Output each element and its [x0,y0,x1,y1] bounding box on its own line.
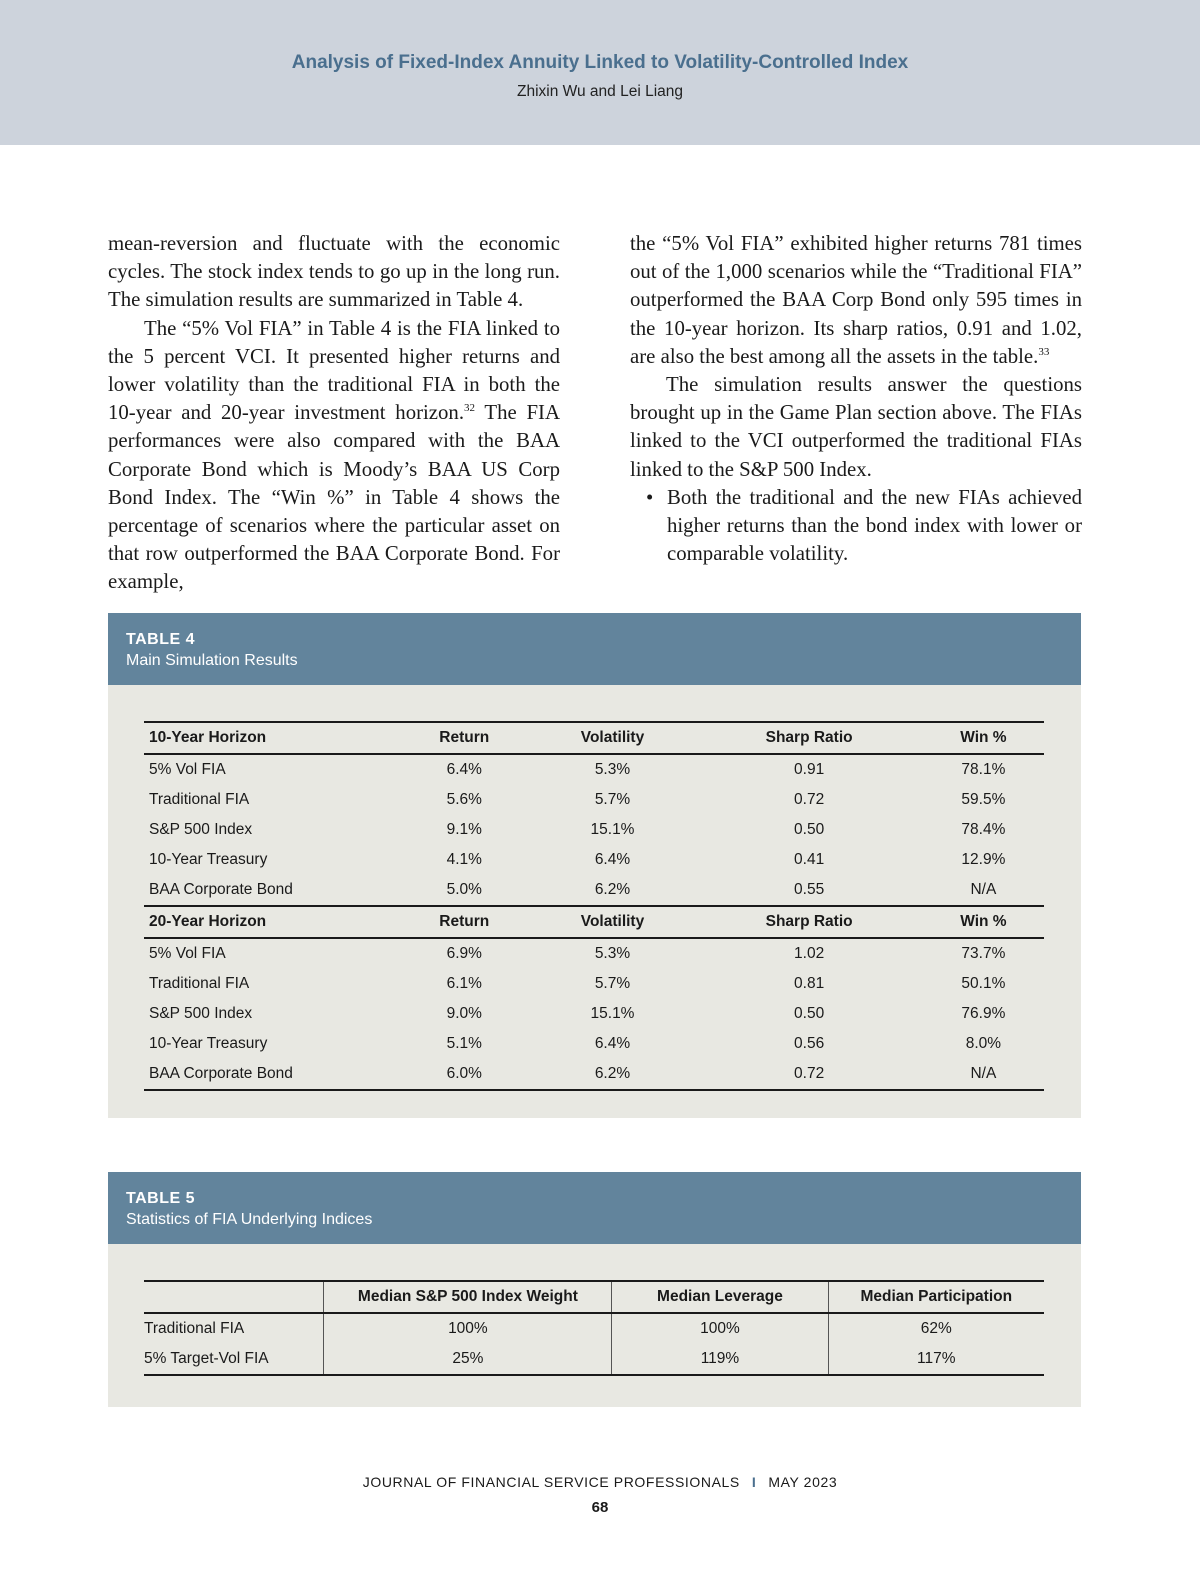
table-row [144,1029,1044,1059]
row-label: 10-Year Treasury [149,1035,268,1052]
table-cell: 78.1% [961,761,1006,778]
table-cell: 0.91 [794,761,825,778]
table5-box [108,1172,1081,1407]
row-label: S&P 500 Index [149,821,253,838]
table-header-row [144,906,1044,938]
journal-name: JOURNAL OF FINANCIAL SERVICE PROFESSIONALS [362,1474,740,1490]
column-header: Sharp Ratio [695,906,922,938]
column-header: Win % [923,722,1044,754]
table-cell: 5.3% [594,761,631,778]
table-cell: 5.0% [399,875,530,906]
table-cell: 0.56 [794,1035,825,1052]
table-row [144,754,1044,785]
column-header: Median Leverage [612,1281,828,1313]
column-header: Return [399,722,530,754]
table-cell: 4.1% [446,851,482,868]
table5 [144,1280,1044,1376]
table-cell: 5.3% [594,945,631,962]
row-label: 5% Vol FIA [149,761,226,778]
table-cell: 5.1% [446,1035,482,1052]
row-label: Traditional FIA [149,791,250,808]
footnote-marker: 32 [464,402,476,415]
bullet-item [630,484,1082,569]
page-footer [0,1474,1200,1490]
table-cell: 100% [612,1313,828,1344]
left-column [108,230,560,597]
table4 [144,721,1044,1091]
horizon-header: 10-Year Horizon [144,722,399,754]
table-cell: 0.50 [794,1005,825,1022]
table-cell: 25% [324,1344,612,1375]
table-cell: 6.2% [530,1059,696,1090]
table-header-row [144,722,1044,754]
table-cell: 0.55 [695,875,922,906]
column-header: Sharp Ratio [695,722,922,754]
page-header [0,0,1200,145]
row-label: 10-Year Treasury [149,851,268,868]
column-header: Volatility [530,722,696,754]
article-authors: Zhixin Wu and Lei Liang [516,83,683,100]
table-cell: 6.9% [446,945,482,962]
bullet-text: Both the traditional and the new FIAs achieved higher returns than the bond index with lower or comparable volatility. [667,485,1082,566]
table-cell: 119% [612,1344,828,1375]
table-cell: 76.9% [961,1005,1006,1022]
table-cell: 1.02 [794,945,825,962]
paragraph [630,230,1082,371]
paragraph: mean-reversion and fluctuate with the economic cycles. The stock index tends to go up in the long run. The simulation results are summarized in Table 4. [108,232,560,312]
table-cell: 6.4% [594,1035,631,1052]
empty-header-cell [144,1281,324,1313]
table-cell: 8.0% [965,1035,1002,1052]
paragraph-text: The FIA performances were also compared with the BAA Corporate Bond which is Moody’s BAA US Corp Bond Index. The “Win %” in Table 4 shows the percentage of scenarios where the particular asset on that row outperformed the BAA Corporate Bond. For example, [108,401,560,594]
table-cell: N/A [923,875,1044,906]
table-cell: 5.7% [594,975,631,992]
table-row [144,999,1044,1029]
table-cell: 117% [828,1344,1044,1375]
table-row [144,1059,1044,1090]
table4-header [108,613,1081,685]
table-cell: 62% [828,1313,1044,1344]
page-number: 68 [591,1499,609,1516]
issue-date: MAY 2023 [768,1474,838,1490]
column-header: Median S&P 500 Index Weight [324,1281,612,1313]
table-header-row [144,1281,1044,1313]
table-cell: 5.6% [446,791,482,808]
table-row [144,815,1044,845]
table-cell: N/A [923,1059,1044,1090]
paragraph-text: the “5% Vol FIA” exhibited higher returns 781 times out of the 1,000 scenarios while the “Traditional FIA” outperformed the BAA Corp Bond only 595 times in the 10-year horizon. Its sharp ratios, 0.91 and 1.02, are also the best among all the assets in the table. [630,232,1082,368]
table-cell: 6.2% [530,875,696,906]
table-cell: 9.1% [446,821,482,838]
table-cell: 0.41 [794,851,825,868]
table-cell: 73.7% [961,945,1006,962]
right-column [630,230,1082,568]
row-label: BAA Corporate Bond [144,875,399,906]
table-cell: 0.72 [794,791,825,808]
table-cell: 0.50 [794,821,825,838]
table4-label: TABLE 4 [126,631,195,648]
table-cell: 15.1% [590,821,635,838]
footnote-marker: 33 [1038,345,1050,358]
table-cell: 6.4% [594,851,631,868]
article-title: Analysis of Fixed-Index Annuity Linked to Volatility-Controlled Index [291,52,909,73]
horizon-header: 20-Year Horizon [144,906,399,938]
table-cell: 100% [324,1313,612,1344]
table-cell: 78.4% [961,821,1006,838]
table-cell: 50.1% [961,975,1006,992]
paragraph-text: The “5% Vol FIA” in Table 4 is the FIA linked to the 5 percent VCI. It presented higher returns and lower volatility than the traditional FIA in both the 10-year and 20-year investment horizon. [108,316,560,425]
table-cell: 6.4% [446,761,482,778]
column-header: Volatility [530,906,696,938]
row-label: S&P 500 Index [149,1005,253,1022]
row-label: Traditional FIA [149,975,250,992]
table-cell: 0.81 [794,975,825,992]
table-cell: 12.9% [961,851,1006,868]
column-header: Median Participation [828,1281,1044,1313]
table-cell: 59.5% [961,791,1006,808]
table-row [144,845,1044,875]
bullet-glyph: • [646,485,654,509]
column-header: Win % [923,906,1044,938]
table5-header [108,1172,1081,1244]
table5-label: TABLE 5 [126,1190,195,1207]
row-label: Traditional FIA [144,1320,245,1337]
table4-box [108,613,1081,1118]
table-cell: 15.1% [590,1005,635,1022]
footer-separator: I [751,1474,757,1490]
table-cell: 9.0% [446,1005,482,1022]
table-row [144,875,1044,906]
table4-caption: Main Simulation Results [126,652,298,669]
table-cell: 6.1% [446,975,482,992]
paragraph: The simulation results answer the questions brought up in the Game Plan section above. The FIAs linked to the VCI outperformed the traditional FIAs linked to the S&P 500 Index. [630,373,1082,481]
table-row [144,969,1044,999]
column-header: Return [399,906,530,938]
table-row [144,938,1044,969]
row-label: BAA Corporate Bond [144,1059,399,1090]
table-row [144,1344,1044,1375]
table-cell: 6.0% [399,1059,530,1090]
table-row [144,785,1044,815]
row-label: 5% Target-Vol FIA [144,1344,324,1375]
row-label: 5% Vol FIA [149,945,226,962]
table-row [144,1313,1044,1344]
paragraph [108,315,560,597]
table-cell: 5.7% [594,791,631,808]
table5-caption: Statistics of FIA Underlying Indices [126,1211,373,1228]
table-cell: 0.72 [695,1059,922,1090]
